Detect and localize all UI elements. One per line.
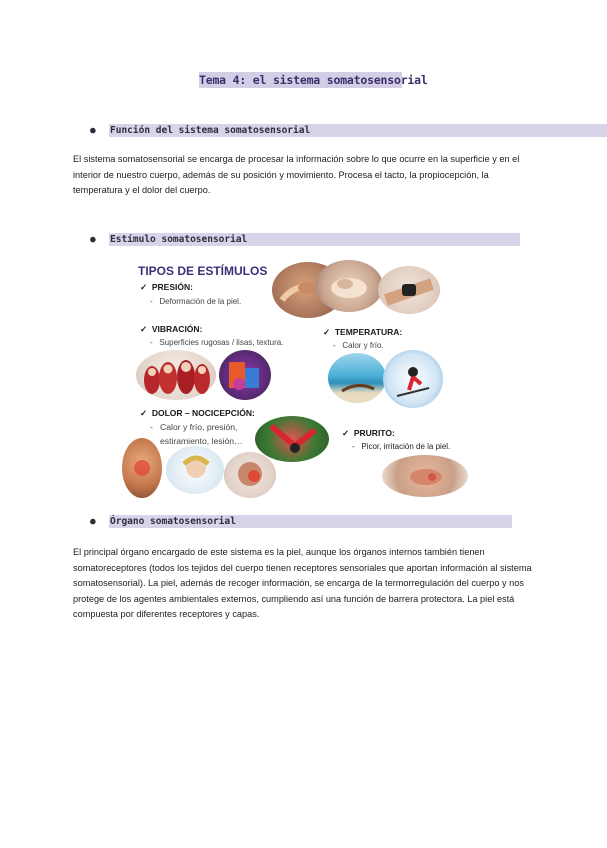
photo-elbow-pain [224, 452, 276, 498]
photo-textured-objects [219, 350, 271, 400]
dolor-heading: ✓ DOLOR – NOCICEPCIÓN: [140, 408, 255, 418]
paragraph-organ: El principal órgano encargado de este sistema es la piel, aunque los órganos internos también tienen somatoreceptores (todos los tejidos del cuerpo tienen receptores sensoriales que aportan información al sistema somatosensorial). La piel, además de recoger información, se encarga de la termorregulación del cuerpo y nos protege de los agentes ambientales externos, cumpliendo así una función de barrera protectora. La piel está compuesta por diferentes receptores y capas. [73, 547, 532, 620]
section-heading-stimulus: ● Estímulo somatosensorial [90, 233, 247, 246]
dolor-detail-2: estiramiento, lesión… [160, 436, 243, 446]
photo-itchy-skin [382, 455, 468, 497]
photo-wristwatch [378, 266, 440, 314]
section-heading-organ: ● Órgano somatosensorial [90, 515, 236, 528]
check-icon: ✓ [323, 327, 331, 337]
vibracion-heading: ✓ VIBRACIÓN: [140, 324, 203, 334]
check-icon: ✓ [140, 408, 148, 418]
dolor-detail-1: - Calor y frío, presión, [150, 422, 238, 432]
presion-heading: ✓ PRESIÓN: [140, 282, 193, 292]
bullet-icon: ● [90, 234, 96, 245]
check-icon: ✓ [342, 428, 350, 438]
photo-back-pain [122, 438, 162, 498]
bullet-icon: ● [90, 516, 96, 527]
temperatura-detail: - Calor y frío. [333, 341, 384, 350]
photo-beach-hot [328, 353, 386, 403]
page-title: Tema 4: el sistema somatosensorial [199, 73, 428, 87]
prurito-heading: ✓ PRURITO: [342, 428, 395, 438]
photo-skier-cold [383, 350, 443, 408]
vibracion-detail: - Superficies rugosas / lisas, textura. [150, 338, 284, 347]
bullet-icon: ● [90, 125, 96, 136]
check-icon: ✓ [140, 324, 148, 334]
photo-matryoshka-dolls [136, 350, 216, 400]
presion-detail: - Deformación de la piel. [150, 297, 242, 306]
stimulus-types-figure [120, 258, 490, 498]
paragraph-function: El sistema somatosensorial se encarga de procesar la información sobre lo que ocurre en la superficie y en el interior de nuestro cuerpo, además de su posición y movimiento. Procesa el tacto, la propiocepción, la temperatura y el dolor del cuerpo. [73, 154, 520, 196]
photo-holding-hands [315, 260, 383, 312]
temperatura-heading: ✓ TEMPERATURA: [323, 327, 403, 337]
check-icon: ✓ [140, 282, 148, 292]
prurito-detail: - Picor, irritación de la piel. [352, 442, 451, 451]
figure-title: TIPOS DE ESTÍMULOS [138, 264, 268, 278]
photo-headache [166, 446, 224, 494]
section-heading-function: ● Función del sistema somatosensorial [90, 124, 310, 137]
